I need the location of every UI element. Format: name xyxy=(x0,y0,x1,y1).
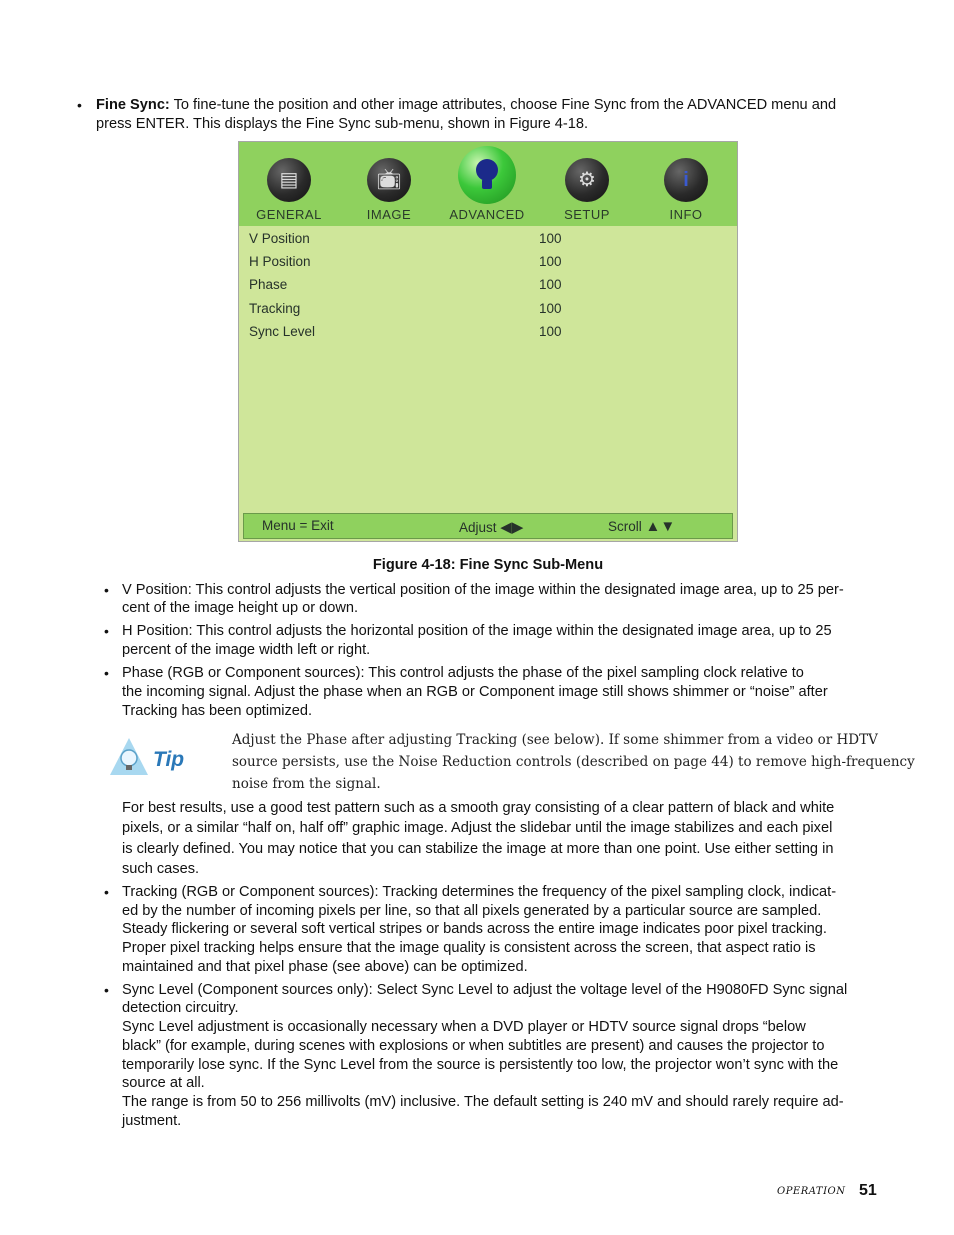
intro-line-1 xyxy=(96,96,836,115)
up-down-arrows-icon: ▲▼ xyxy=(645,518,676,535)
bullet-marker: • xyxy=(77,97,82,113)
phase-line-2: the incoming signal. Adjust the phase when an RGB or Component image still shows shimmer or “noise” after xyxy=(122,684,828,700)
menu-row-value: 100 xyxy=(539,231,562,246)
fine-sync-menu-figure xyxy=(238,141,738,542)
menu-row-label: Phase xyxy=(249,277,288,292)
vpos-line-2: cent of the image height up or down. xyxy=(122,600,359,616)
tip-line-2: source persists, use the Noise Reduction controls (described on page 44) to remove high-frequency xyxy=(232,754,915,770)
menu-row-label: Sync Level xyxy=(249,324,316,339)
best-results-line-1: For best results, use a good test pattern such as a smooth gray consisting of a clear pattern of black and white xyxy=(122,800,835,816)
tip-line-1: Adjust the Phase after adjusting Tracking (see below). If some shimmer from a video or HDTV xyxy=(232,732,878,748)
tracking-line-2: ed by the number of incoming pixels per line, so that all pixels generated by a particular source are sampled. xyxy=(122,903,822,919)
tracking-line-5: maintained and that pixel phase (see above) can be optimized. xyxy=(122,959,528,975)
tab-advanced-label: ADVANCED xyxy=(449,207,525,222)
tab-setup xyxy=(537,142,637,226)
scroll-label: Scroll xyxy=(608,519,642,534)
document-icon: ▤ xyxy=(267,158,311,202)
tab-image-label: IMAGE xyxy=(366,207,412,222)
bullet-marker: • xyxy=(104,623,109,639)
sync-line-5: temporarily lose sync. If the Sync Level from the source is persistently too low, the projector won’t sync with the xyxy=(122,1057,839,1073)
fine-sync-term: Fine Sync: xyxy=(96,97,170,113)
adjust-hint xyxy=(459,518,523,536)
bullet-marker: • xyxy=(104,982,109,998)
menu-row-value: 100 xyxy=(539,277,562,292)
sync-line-1: Sync Level (Component sources only): Select Sync Level to adjust the voltage level of the H9080FD Sync signal xyxy=(122,982,848,998)
scroll-hint xyxy=(608,518,675,535)
phase-line-3: Tracking has been optimized. xyxy=(122,703,313,719)
tip-line-3: noise from the signal. xyxy=(232,776,381,792)
tracking-line-3: Steady flickering or several soft vertical stripes or bands across the entire image indicates poor pixel tracking. xyxy=(122,921,827,937)
menu-row-label: H Position xyxy=(249,254,311,269)
figure-caption: Figure 4-18: Fine Sync Sub-Menu xyxy=(372,557,604,573)
bullet-marker: • xyxy=(104,665,109,681)
tip-label: Tip xyxy=(153,748,185,771)
gears-icon: ⚙ xyxy=(565,158,609,202)
tab-setup-label: SETUP xyxy=(564,207,610,222)
phase-line-1: Phase (RGB or Component sources): This control adjusts the phase of the pixel sampling clock relative to xyxy=(122,665,804,681)
intro-text-1: To fine-tune the position and other image attributes, choose Fine Sync from the ADVANCED menu and xyxy=(173,97,837,113)
hpos-line-2: percent of the image width left or right. xyxy=(122,642,371,658)
info-icon: i xyxy=(664,158,708,202)
menu-row-value: 100 xyxy=(539,301,562,316)
sync-line-2: detection circuitry. xyxy=(122,1000,239,1016)
vpos-line-1: V Position: This control adjusts the vertical position of the image within the designated image area, up to 25 per- xyxy=(122,582,844,598)
page-number: 51 xyxy=(859,1182,877,1199)
menu-row-value: 100 xyxy=(539,254,562,269)
tv-icon: 📺︎ xyxy=(367,158,411,202)
hpos-line-1: H Position: This control adjusts the horizontal position of the image within the designated image area, up to 25 xyxy=(122,623,832,639)
menu-row-label: Tracking xyxy=(249,301,301,316)
tab-image xyxy=(339,142,439,226)
sync-line-8: justment. xyxy=(122,1113,182,1129)
menu-row-value: 100 xyxy=(539,324,562,339)
intro-line-2: press ENTER. This displays the Fine Sync sub-menu, shown in Figure 4-18. xyxy=(96,116,589,132)
sync-line-3: Sync Level adjustment is occasionally necessary when a DVD player or HDTV source signal drops “below xyxy=(122,1019,806,1035)
lightbulb-icon xyxy=(458,146,516,204)
sync-line-4: black” (for example, during scenes with explosions or when subtitles are present) and causes the projector to xyxy=(122,1038,825,1054)
best-results-line-4: such cases. xyxy=(122,861,200,877)
footer-section: OPERATION xyxy=(777,1186,846,1197)
left-right-arrows-icon: ◀▶ xyxy=(500,519,524,536)
tab-info xyxy=(636,142,736,226)
sync-line-6: source at all. xyxy=(122,1075,205,1091)
bullet-marker: • xyxy=(104,582,109,598)
tab-general-label: GENERAL xyxy=(256,207,322,222)
best-results-line-2: pixels, or a similar “half on, half off” graphic image. Adjust the slidebar until the image stabilizes and each pixel xyxy=(122,820,833,836)
tracking-line-1: Tracking (RGB or Component sources): Tracking determines the frequency of the pixel sampling clock, indicat- xyxy=(122,884,837,900)
tab-advanced xyxy=(437,142,537,226)
menu-exit-hint: Menu = Exit xyxy=(262,518,334,533)
tab-general xyxy=(239,142,339,226)
bullet-marker: • xyxy=(104,884,109,900)
tab-info-label: INFO xyxy=(669,207,703,222)
adjust-label: Adjust xyxy=(459,520,497,535)
sync-line-7: The range is from 50 to 256 millivolts (mV) inclusive. The default setting is 240 mV and should rarely require ad- xyxy=(122,1094,844,1110)
menu-tab-bar xyxy=(239,142,737,226)
menu-row-label: V Position xyxy=(249,231,310,246)
tip-lightbulb-icon xyxy=(107,736,187,778)
tracking-line-4: Proper pixel tracking helps ensure that the image quality is consistent across the screen, that aspect ratio is xyxy=(122,940,816,956)
menu-help-bar xyxy=(243,513,733,539)
best-results-line-3: is clearly defined. You may notice that you can stabilize the image at more than one point. Use either setting in xyxy=(122,841,834,857)
